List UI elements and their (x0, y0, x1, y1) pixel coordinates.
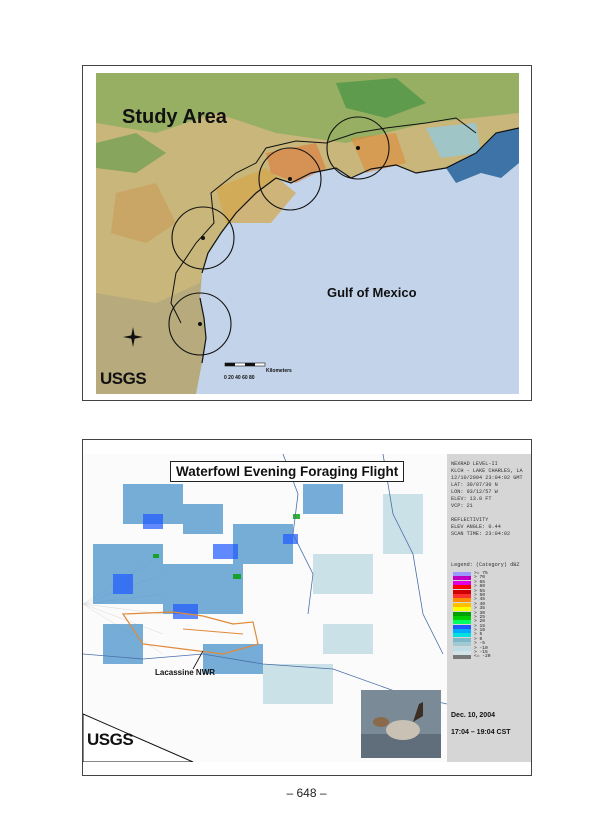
legend-label: > 50 (474, 592, 486, 598)
legend-label: > -10 (474, 645, 488, 651)
radar-title: Waterfowl Evening Foraging Flight (170, 461, 404, 482)
legend-swatch (453, 647, 471, 651)
legend-swatch (453, 590, 471, 594)
legend-item (453, 655, 491, 659)
radar-info-text (451, 461, 523, 538)
legend-swatch (453, 598, 471, 602)
legend-swatch (453, 633, 471, 637)
radar-info-line: 12/10/2004 23:04:02 GMT (451, 475, 523, 481)
legend-swatch (453, 655, 471, 659)
legend-label: > 70 (474, 575, 486, 581)
scale-unit: Kilometers (266, 368, 292, 374)
legend-swatch (453, 620, 471, 624)
map-title: Study Area (122, 106, 227, 128)
radar-info-line: VCP: 21 (451, 503, 473, 509)
legend-swatch (453, 616, 471, 620)
study-area-map (96, 73, 519, 394)
gulf-label: Gulf of Mexico (327, 285, 417, 300)
usgs-logo-radar: USGS (87, 730, 134, 749)
radar-info-line: NEXRAD LEVEL-II (451, 461, 498, 467)
radar-info-line: ELEV ANGLE: 0.44 (451, 524, 501, 530)
legend-label: > 60 (474, 584, 486, 590)
legend-swatch (453, 642, 471, 646)
radar-info-line: LAT: 30/07/30 N (451, 482, 498, 488)
legend-label: > -5 (474, 641, 486, 647)
legend-label: > 55 (474, 588, 486, 594)
legend-label: > 40 (474, 601, 486, 607)
legend-swatch (453, 576, 471, 580)
study-area-figure (82, 65, 532, 401)
legend-label: > 25 (474, 614, 486, 620)
scale-ticks: 0 20 40 60 80 (224, 375, 255, 381)
legend-title: Legend: (Category) dBZ (451, 562, 520, 568)
radar-info-sidebar (447, 454, 531, 762)
radar-info-line: ELEV: 13.0 FT (451, 496, 492, 502)
legend-swatch (453, 625, 471, 629)
time-label: 17:04 – 19:04 CST (451, 729, 511, 736)
legend-label: > -15 (474, 650, 488, 656)
legend-swatch (453, 638, 471, 642)
legend-swatch (453, 612, 471, 616)
legend-swatch (453, 594, 471, 598)
radar-info-line: SCAN TIME: 23:04:02 (451, 531, 511, 537)
legend-swatch (453, 651, 471, 655)
legend-label: > 20 (474, 619, 486, 625)
legend-swatch (453, 572, 471, 576)
legend-swatch (453, 607, 471, 611)
legend-swatch (453, 585, 471, 589)
legend-swatch (453, 581, 471, 585)
legend-label: > 30 (474, 610, 486, 616)
legend-swatch (453, 603, 471, 607)
legend-label: > 35 (474, 606, 486, 612)
radar-graphic (83, 454, 447, 762)
legend-label: <= -20 (474, 654, 491, 660)
date-label: Dec. 10, 2004 (451, 712, 495, 719)
legend-swatch (453, 629, 471, 633)
usgs-logo: USGS (100, 369, 147, 388)
legend-label: > 15 (474, 623, 486, 629)
legend-label: > 65 (474, 579, 486, 585)
lacassine-label: Lacassine NWR (155, 668, 216, 677)
legend-label: > 0 (474, 636, 483, 642)
legend-label: > 10 (474, 628, 486, 634)
radar-figure (82, 439, 532, 776)
radar-info-line: REFLECTIVITY (451, 517, 489, 523)
legend-label: > 5 (474, 632, 483, 638)
radar-info-line: LON: 93/12/57 W (451, 489, 498, 495)
legend-label: > 45 (474, 597, 486, 603)
page-number: – 648 – (286, 786, 327, 800)
dbz-legend (453, 572, 491, 660)
legend-label: >= 75 (474, 571, 488, 576)
radar-info-line (451, 510, 523, 517)
radar-info-line: KLCH - LAKE CHARLES, LA (451, 468, 523, 474)
radar-image (83, 454, 531, 762)
